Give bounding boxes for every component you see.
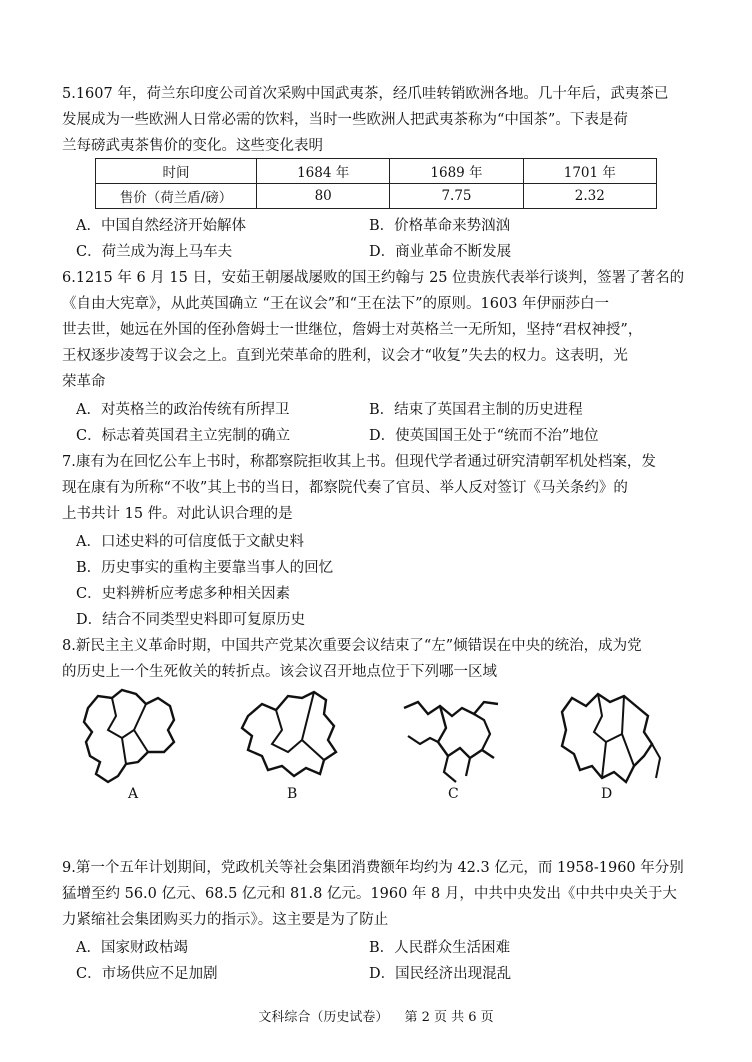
map-label-c: C: [448, 786, 459, 802]
question-7-option-d: D．结合不同类型史料即可复原历史: [76, 612, 306, 628]
question-5-option-b: B．价格革命来势汹汹: [369, 218, 511, 234]
question-5-line-2: 发展成为一些欧洲人日常必需的饮料，当时一些欧洲人把武夷茶称为“中国茶”。下表是荷: [62, 112, 628, 128]
table-cell-price: 80: [257, 184, 390, 209]
question-5-line-1: 5.1607 年，荷兰东印度公司首次采购中国武夷茶，经爪哇转销欧洲各地。几十年后，武夷茶已: [62, 86, 669, 102]
question-9-option-c: C．市场供应不足加剧: [76, 966, 218, 982]
table-header-time: 时间: [96, 159, 257, 184]
question-9-option-d: D．国民经济出现混乱: [369, 966, 512, 982]
table-cell-year: 1701 年: [523, 159, 656, 184]
table-cell-year: 1689 年: [390, 159, 523, 184]
question-5-option-a: A．中国自然经济开始解体: [76, 218, 246, 234]
question-9-option-b: B．人民群众生活困难: [369, 940, 511, 956]
question-6-line-4: 王权逐步凌驾于议会之上。直到光荣革命的胜利，议会才“收复”失去的权力。这表明，光: [62, 348, 628, 364]
map-label-b: B: [287, 786, 298, 802]
table-row: [96, 159, 657, 184]
map-option-c: [400, 686, 512, 786]
question-7-line-1: 7.康有为在回忆公车上书时，称都察院拒收其上书。但现代学者通过研究清朝军机处档案，发: [62, 454, 656, 470]
question-9-line-2: 猛增至约 56.0 亿元、68.5 亿元和 81.8 亿元。1960 年 8 月，中共中央发出《中共中央关于大: [62, 886, 677, 902]
question-6-option-d: D．使英国国王处于“统而不治”地位: [369, 428, 599, 444]
question-6-line-2: 《自由大宪章》，从此英国确立 “王在议会”和“王在法下”的原则。1603 年伊丽莎白一: [62, 296, 610, 312]
question-7-option-b: B．历史事实的重构主要靠当事人的回忆: [76, 560, 334, 576]
question-5-line-3: 兰每磅武夷茶售价的变化。这些变化表明: [62, 138, 323, 154]
question-7-option-c: C．史料辨析应考虑多种相关因素: [76, 586, 291, 602]
map-label-d: D: [601, 786, 613, 802]
question-9-line-3: 力紧缩社会集团购买力的指示》。这主要是为了防止: [62, 912, 389, 928]
table-cell-price: 7.75: [390, 184, 523, 209]
footer-page-number: 第 2 页 共 6 页: [404, 1010, 494, 1025]
question-9-option-a: A．国家财政枯竭: [76, 940, 188, 956]
table-header-price: 售价（荷兰盾/磅）: [96, 184, 257, 209]
question-7-line-3: 上书共计 15 件。对此认识合理的是: [62, 506, 293, 522]
question-6-line-1: 6.1215 年 6 月 15 日，安茹王朝屡战屡败的国王约翰与 25 位贵族代表举行谈判，签署了著名的: [62, 270, 685, 286]
tea-price-table: [95, 158, 657, 209]
question-5-option-d: D．商业革命不断发展: [369, 244, 512, 260]
table-cell-price: 2.32: [523, 184, 656, 209]
question-6-option-c: C．标志着英国君主立宪制的确立: [76, 428, 291, 444]
table-row: [96, 184, 657, 209]
question-6-line-3: 世去世，她远在外国的侄孙詹姆士一世继位，詹姆士对英格兰一无所知，坚持“君权神授”，: [62, 322, 643, 338]
question-6-option-b: B．结束了英国君主制的历史进程: [369, 402, 583, 418]
table-cell-year: 1684 年: [257, 159, 390, 184]
question-8-line-1: 8.新民主主义革命时期，中国共产党某次重要会议结束了“左”倾错误在中央的统治，成为党: [62, 638, 642, 654]
question-8-line-2: 的历史上一个生死攸关的转折点。该会议召开地点位于下列哪一区域: [62, 664, 497, 680]
question-9-line-1: 9.第一个五年计划期间，党政机关等社会集团消费额年均约为 42.3 亿元，而 1958-1960 年分别: [62, 860, 684, 876]
map-option-b: [236, 686, 348, 786]
map-option-d: [552, 686, 664, 786]
map-label-a: A: [128, 786, 139, 802]
footer-subject: 文科综合（历史试卷）: [258, 1010, 389, 1025]
page-footer: [0, 1006, 752, 1025]
question-6-line-5: 荣革命: [62, 374, 106, 390]
question-7-option-a: A．口述史料的可信度低于文献史料: [76, 534, 304, 550]
question-5-option-c: C．荷兰成为海上马车夫: [76, 244, 233, 260]
question-6-option-a: A．对英格兰的政治传统有所捍卫: [76, 402, 290, 418]
map-option-a: [78, 686, 190, 786]
question-7-line-2: 现在康有为所称“不收”其上书的当日，都察院代奏了官员、举人反对签订《马关条约》的: [62, 480, 628, 496]
